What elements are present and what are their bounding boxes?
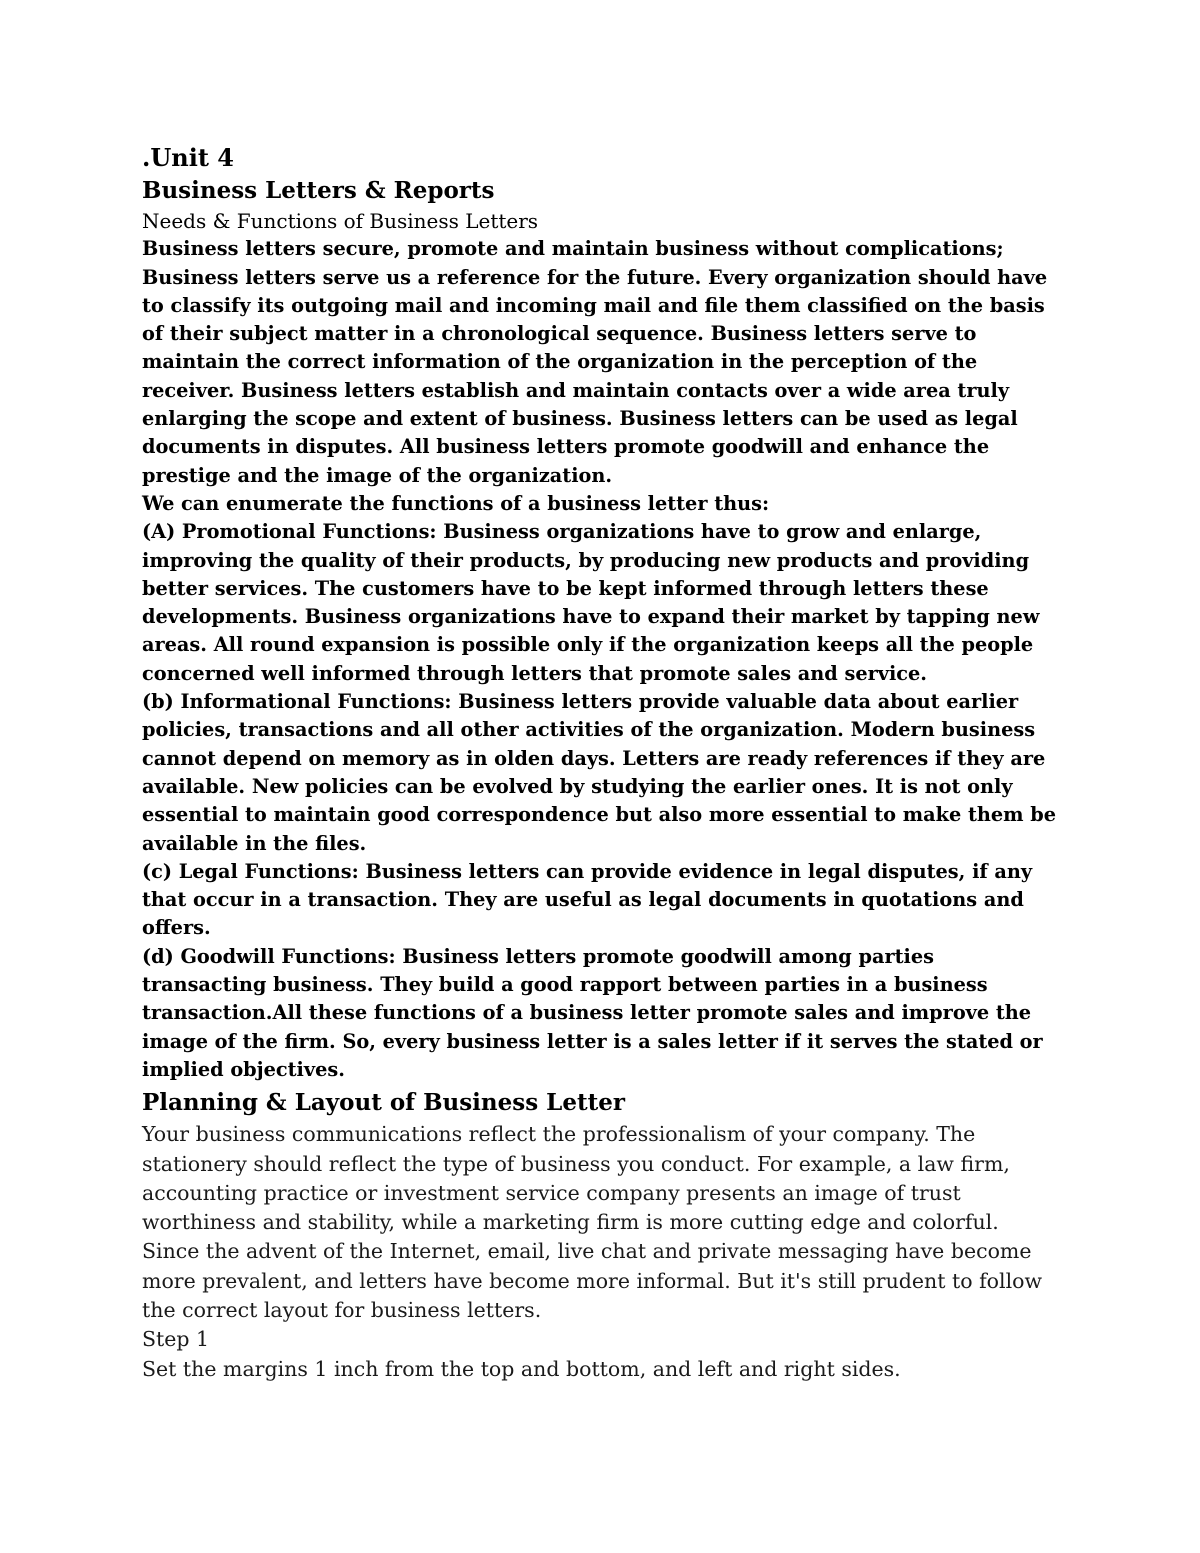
step-label: Step 1: [142, 1327, 210, 1352]
planning-title: Planning & Layout of Business Letter: [142, 1089, 625, 1117]
subheading: Needs & Functions of Business Letters: [142, 209, 539, 233]
intro-paragraph: Business letters secure, promote and maintain business without complications; Business letters serve us a reference for the future. Every organization should have to classify its outgoing mail and incoming mail and file them classified on the basis of their subject matter in a chronological sequence. Business letters serve to maintain the correct information of the organization in the perception of the receiver. Business letters establish and maintain contacts over a wide area truly enlarging the scope and extent of business. Business letters can be used as legal documents in disputes. All business letters promote goodwill and enhance the prestige and the image of the organization.: [142, 237, 1048, 487]
informational-functions-paragraph: (b) Informational Functions: Business letters provide valuable data about earlier policies, transactions and all other activities of the organization. Modern business cannot depend on memory as in olden days. Letters are ready references if they are available. New policies can be evolved by studying the earlier ones. It is not only essential to maintain good correspondence but also more essential to make them be available in the files.: [142, 690, 1057, 855]
planning-paragraph: Your business communications reflect the professionalism of your company. The stationery should reflect the type of business you conduct. For example, a law firm, accounting practice or investment service company presents an image of trust worthiness and stability, while a marketing firm is more cutting edge and colorful. Since the advent of the Internet, email, live chat and private messaging have become more prevalent, and letters have become more informal. But it's still prudent to follow the correct layout for business letters.: [142, 1122, 1043, 1322]
functions-intro-paragraph: We can enumerate the functions of a business letter thus:: [142, 491, 770, 515]
step-text: Set the margins 1 inch from the top and bottom, and left and right sides.: [142, 1356, 901, 1381]
section-title: Business Letters & Reports: [142, 177, 495, 204]
document-page: [142, 142, 1062, 1384]
goodwill-functions-paragraph: (d) Goodwill Functions: Business letters promote goodwill among parties transacting business. They build a good rapport between parties in a business transaction.All these functions of a business letter promote sales and improve the image of the firm. So, every business letter is a sales letter if it serves the stated or implied objectives.: [142, 944, 1043, 1081]
promotional-functions-paragraph: (A) Promotional Functions: Business organizations have to grow and enlarge, improving the quality of their products, by producing new products and providing better services. The customers have to be kept informed through letters these developments. Business organizations have to expand their market by tapping new areas. All round expansion is possible only if the organization keeps all the people concerned well informed through letters that promote sales and service.: [142, 520, 1040, 685]
unit-title: .Unit 4: [142, 143, 234, 172]
legal-functions-paragraph: (c) Legal Functions: Business letters can provide evidence in legal disputes, if any that occur in a transaction. They are useful as legal documents in quotations and offers.: [142, 859, 1033, 940]
